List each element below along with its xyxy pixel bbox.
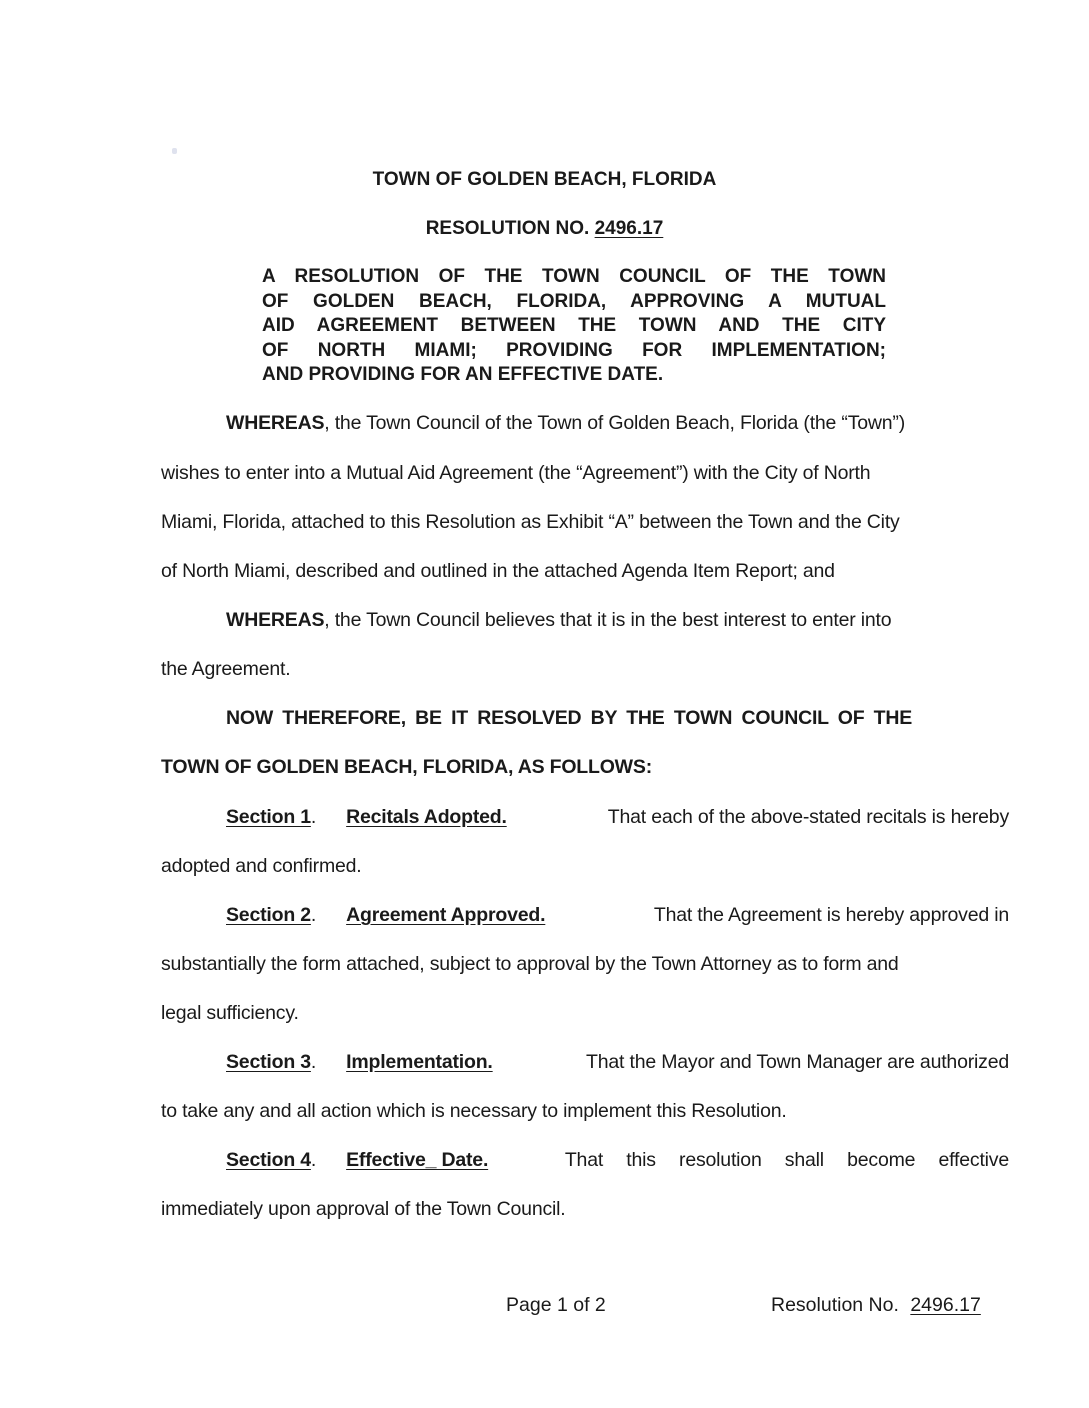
whereas2-line1 xyxy=(226,609,1009,632)
footer-resolution-number: 2496.17 xyxy=(910,1294,981,1316)
title-line: OF GOLDEN BEACH, FLORIDA, APPROVING A MUTUAL xyxy=(262,290,886,312)
section-label: Section 3 xyxy=(226,1051,311,1073)
section-period: . xyxy=(310,1051,317,1073)
resolution-title xyxy=(262,265,886,388)
resolution-number: 2496.17 xyxy=(594,218,664,239)
section-3 xyxy=(226,1051,1009,1074)
whereas-lead: WHEREAS xyxy=(226,609,325,631)
resolved-line1: NOW THEREFORE, BE IT RESOLVED BY THE TOWN COUNCIL OF THE xyxy=(226,707,913,729)
footer-resolution-label: Resolution No. xyxy=(771,1294,899,1316)
section-label: Section 2 xyxy=(226,904,311,926)
section-period: . xyxy=(310,1149,317,1171)
whereas1-line1 xyxy=(226,412,1009,435)
page-number: Page 1 of 2 xyxy=(506,1294,606,1316)
resolution-heading xyxy=(0,218,1089,240)
title-line: A RESOLUTION OF THE TOWN COUNCIL OF THE TOWN xyxy=(262,266,886,287)
section-2 xyxy=(226,904,1009,927)
section-text: That each of the above-stated recitals is hereby xyxy=(607,806,1009,828)
whereas1-line3: Miami, Florida, attached to this Resolution as Exhibit “A” between the Town and the City xyxy=(161,511,900,533)
whereas1-line4: of North Miami, described and outlined in the attached Agenda Item Report; and xyxy=(161,560,835,582)
section-text: That the Agreement is hereby approved in xyxy=(653,904,1009,926)
section-label: Section 4 xyxy=(226,1149,311,1171)
section-label: Section 1 xyxy=(226,806,311,828)
resolution-label: RESOLUTION NO. xyxy=(425,218,595,239)
town-heading: TOWN OF GOLDEN BEACH, FLORIDA xyxy=(372,169,717,190)
section-4-line2: immediately upon approval of the Town Council. xyxy=(161,1198,566,1220)
scan-artifact xyxy=(172,148,177,154)
resolved-line2: TOWN OF GOLDEN BEACH, FLORIDA, AS FOLLOWS: xyxy=(161,756,652,778)
paragraph-text: , the Town Council of the Town of Golden Beach, Florida (the “Town”) xyxy=(324,412,906,434)
title-line: AID AGREEMENT BETWEEN THE TOWN AND THE CITY xyxy=(262,315,886,336)
title-line: AND PROVIDING FOR AN EFFECTIVE DATE. xyxy=(262,364,664,385)
section-heading: Recitals Adopted. xyxy=(346,806,507,828)
section-2-line2: substantially the form attached, subject to approval by the Town Attorney as to form and xyxy=(161,953,899,975)
section-heading: Implementation. xyxy=(346,1051,493,1073)
section-heading: Effective_ Date. xyxy=(346,1149,489,1171)
whereas-lead: WHEREAS xyxy=(226,412,325,434)
section-text: That this resolution shall become effective xyxy=(564,1149,1009,1171)
footer-resolution xyxy=(771,1294,981,1317)
section-heading: Agreement Approved. xyxy=(346,904,546,926)
section-period: . xyxy=(310,904,317,926)
section-1 xyxy=(226,806,1009,829)
section-text: That the Mayor and Town Manager are authorized xyxy=(586,1051,1009,1073)
section-3-line2: to take any and all action which is necessary to implement this Resolution. xyxy=(161,1100,787,1122)
paragraph-text: , the Town Council believes that it is in the best interest to enter into xyxy=(324,609,892,631)
section-period: . xyxy=(310,806,317,828)
section-2-line3: legal sufficiency. xyxy=(161,1002,299,1024)
section-4 xyxy=(226,1149,1009,1172)
whereas2-line2: the Agreement. xyxy=(161,658,291,680)
section-1-line2: adopted and confirmed. xyxy=(161,855,362,877)
whereas1-line2: wishes to enter into a Mutual Aid Agreement (the “Agreement”) with the City of North xyxy=(161,462,871,484)
title-line: OF NORTH MIAMI; PROVIDING FOR IMPLEMENTATION; xyxy=(262,339,886,361)
